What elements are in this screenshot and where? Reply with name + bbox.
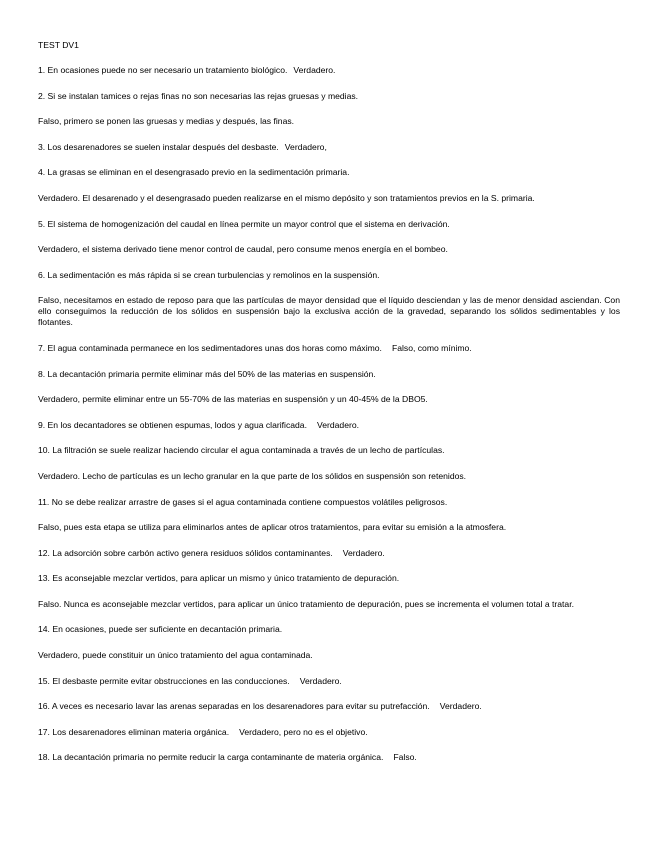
question-text: 2. Si se instalan tamices o rejas finas no son necesarias las rejas gruesas y medias. [38, 90, 359, 101]
answer-item [38, 522, 620, 533]
answer-text: Falso, necesitamos en estado de reposo para que las partículas de mayor densidad que el líquido desciendan y las de menor densidad asciendan. Con ello conseguimos la reducción de los sólidos en suspensión bajo la exclusiva acción de la gravedad, separando los sólidos sedimentables y los flotantes. [38, 295, 620, 328]
question-item [38, 65, 620, 76]
question-item [38, 343, 620, 354]
answer-item [38, 471, 620, 482]
question-text: 18. La decantación primaria no permite reducir la carga contaminante de materia orgánica. [38, 752, 384, 763]
question-text: 4. La grasas se eliminan en el desengrasado previo en la sedimentación primaria. [38, 167, 350, 178]
inline-answer: Verdadero. [299, 675, 342, 686]
question-list [38, 65, 620, 763]
answer-item [38, 394, 620, 405]
inline-answer: Verdadero. [293, 65, 336, 75]
answer-text: Verdadero, permite eliminar entre un 55-70% de las materias en suspensión y un 40-45% de la DBO5. [38, 394, 428, 405]
document-body [38, 40, 620, 778]
answer-item [38, 295, 620, 328]
question-text: 12. La adsorción sobre carbón activo genera residuos sólidos contaminantes. [38, 547, 333, 558]
inline-answer: Verdadero. [439, 701, 482, 712]
question-item [38, 167, 620, 178]
inline-answer: Verdadero, [284, 141, 327, 152]
inline-answer: Falso. [393, 752, 417, 763]
answer-text: Falso, pues esta etapa se utiliza para eliminarlos antes de aplicar otros tratamientos, para evitar su emisión a la atmosfera. [38, 522, 507, 533]
question-item [38, 676, 620, 687]
inline-answer: Verdadero, pero no es el objetivo. [239, 726, 368, 737]
answer-text: Verdadero, el sistema derivado tiene menor control de caudal, pero consume menos energía en el bombeo. [38, 244, 448, 255]
answer-text: Verdadero. El desarenado y el desengrasado pueden realizarse en el mismo depósito y son tratamientos previos en la S. primaria. [38, 192, 535, 203]
document-title: TEST DV1 [38, 40, 79, 50]
answer-text: Falso. Nunca es aconsejable mezclar vertidos, para aplicar un único tratamiento de depuración, pues se incrementa el volumen total a tratar. [38, 598, 574, 609]
answer-text: Falso, primero se ponen las gruesas y medias y después, las finas. [38, 116, 295, 127]
question-item [38, 548, 620, 559]
answer-item [38, 244, 620, 255]
question-item [38, 445, 620, 456]
answer-item [38, 650, 620, 661]
question-text: 14. En ocasiones, puede ser suficiente en decantación primaria. [38, 624, 283, 635]
question-item [38, 727, 620, 738]
question-text: 11. No se debe realizar arrastre de gases si el agua contaminada contiene compuestos volátiles peligrosos. [38, 496, 448, 507]
answer-item [38, 116, 620, 127]
question-text: 6. La sedimentación es más rápida si se crean turbulencias y remolinos en la suspensión. [38, 269, 380, 280]
question-item [38, 219, 620, 230]
question-item [38, 420, 620, 431]
question-text: 17. Los desarenadores eliminan materia orgánica. [38, 726, 230, 737]
inline-answer: Verdadero. [316, 419, 360, 430]
answer-item [38, 193, 620, 204]
question-text: 16. A veces es necesario lavar las arenas separadas en los desarenadores para evitar su putrefacción. [38, 701, 430, 712]
question-text: 9. En los decantadores se obtienen espumas, lodos y agua clarificada. [38, 419, 307, 430]
answer-text: Verdadero, puede constituir un único tratamiento del agua contaminada. [38, 650, 313, 661]
inline-answer: Verdadero. [342, 547, 385, 558]
question-text: 10. La filtración se suele realizar haciendo circular el agua contaminada a través de un lecho de partículas. [38, 445, 445, 456]
question-item [38, 573, 620, 584]
question-item [38, 369, 620, 380]
question-text: 15. El desbaste permite evitar obstrucciones en las conducciones. [38, 675, 290, 686]
answer-text: Verdadero. Lecho de partículas es un lecho granular en la que parte de los sólidos en suspensión son retenidos. [38, 470, 467, 481]
question-item [38, 701, 620, 712]
answer-item [38, 599, 620, 610]
question-text: 1. En ocasiones puede no ser necesario un tratamiento biológico. [38, 65, 288, 75]
question-item [38, 752, 620, 763]
question-item [38, 142, 620, 153]
question-item [38, 270, 620, 281]
question-text: 13. Es aconsejable mezclar vertidos, para aplicar un mismo y único tratamiento de depuración. [38, 573, 400, 584]
question-text: 7. El agua contaminada permanece en los sedimentadores unas dos horas como máximo. [38, 342, 382, 353]
question-item [38, 497, 620, 508]
question-text: 5. El sistema de homogenización del caudal en línea permite un mayor control que el sistema en derivación. [38, 218, 450, 229]
question-text: 8. La decantación primaria permite eliminar más del 50% de las materias en suspensión. [38, 368, 376, 379]
question-text: 3. Los desarenadores se suelen instalar después del desbaste. [38, 141, 279, 152]
inline-answer: Falso, como mínimo. [391, 342, 472, 353]
question-item [38, 91, 620, 102]
question-item [38, 624, 620, 635]
